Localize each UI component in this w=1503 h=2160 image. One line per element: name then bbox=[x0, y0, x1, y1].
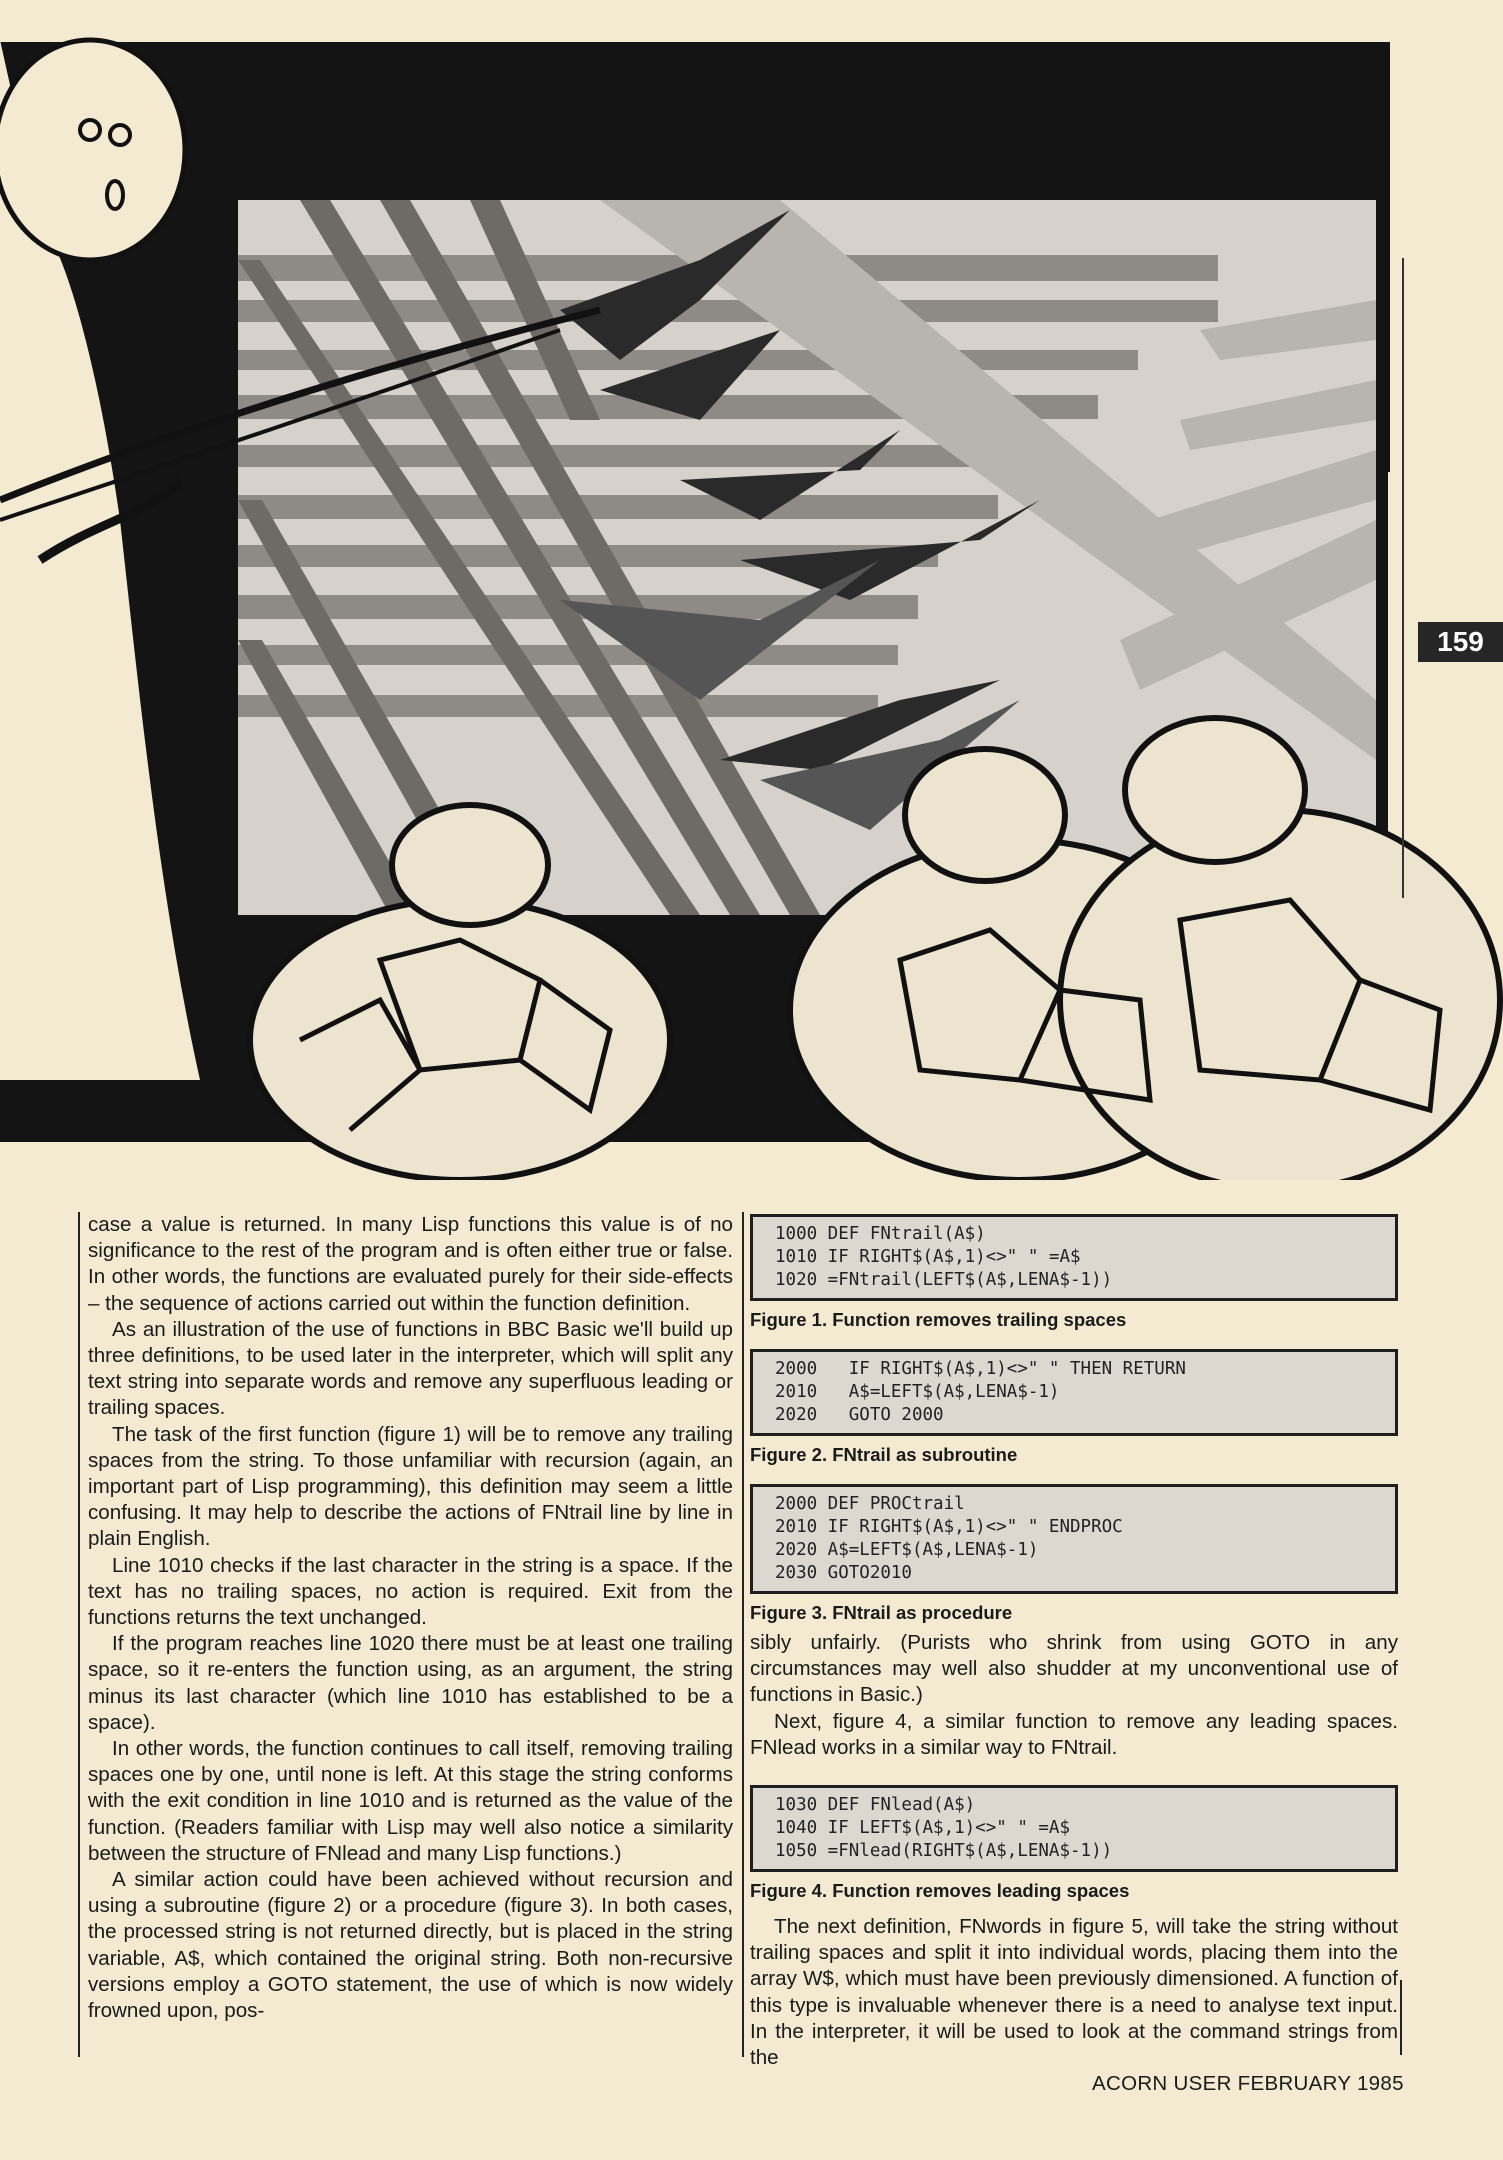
figure-3-caption: Figure 3. FNtrail as procedure bbox=[750, 1602, 1013, 1623]
figure-4-code: 1030 DEF FNlead(A$) 1040 IF LEFT$(A$,1)<>" " =A$ 1050 =FNlead(RIGHT$(A$,LENA$-1)) bbox=[750, 1785, 1398, 1872]
paragraph: Next, figure 4, a similar function to remove any leading spaces. FNlead works in a similar way to FNtrail. bbox=[750, 1709, 1398, 1759]
right-column-rule bbox=[1400, 1980, 1402, 2055]
figure-4-caption: Figure 4. Function removes leading spaces bbox=[750, 1880, 1130, 1902]
left-column-rule bbox=[78, 1212, 80, 2057]
paragraph: The next definition, FNwords in figure 5, will take the string without trailing spaces and split it into individual words, placing them into the array W$, which must have been previously dimensioned. A function of this type is invaluable whenever there is a need to analyse text input. In the interpreter, it will be used to look at the command strings from the bbox=[750, 1915, 1398, 2070]
paragraph: A similar action could have been achieved without recursion and using a subroutine (figure 2) or a procedure (figure 3). In both cases, the processed string is not returned directly, but is placed in the string variable, A$, which contained the original string. Both non-recursive versions employ a GOTO statement, the use of which is now widely frowned upon, pos- bbox=[88, 1868, 733, 2023]
paragraph: Line 1010 checks if the last character in the string is a space. If the text has no trailing spaces, no action is required. Exit from the functions returns the text unchanged. bbox=[88, 1553, 733, 1630]
side-rule bbox=[1402, 258, 1404, 898]
paragraph: In other words, the function continues to call itself, removing trailing spaces one by one, until none is left. At this stage the string conforms with the exit condition in line 1010 and is returned as the value of the function. (Readers familiar with Lisp may well also notice a similarity between the structure of FNlead and many Lisp functions.) bbox=[88, 1737, 733, 1865]
figure-2-code: 2000 IF RIGHT$(A$,1)<>" " THEN RETURN 2010 A$=LEFT$(A$,LENA$-1) 2020 GOTO 2000 bbox=[750, 1349, 1398, 1436]
paragraph: The task of the first function (figure 1) will be to remove any trailing spaces from the string. To those unfamiliar with recursion (again, an important part of Lisp programming), this definition may seem a little confusing. It may help to describe the actions of FNtrail line by line in plain English. bbox=[88, 1422, 733, 1551]
figure-2-caption: Figure 2. FNtrail as subroutine bbox=[750, 1444, 1018, 1465]
left-column bbox=[88, 1212, 733, 2024]
footer: ACORN USER FEBRUARY 1985 bbox=[1092, 2072, 1404, 2095]
right-column bbox=[750, 1214, 1398, 2071]
paragraph: As an illustration of the use of functions in BBC Basic we'll build up three definitions, to be used later in the interpreter, which will split any text string into separate words and remove any superfluous leading or trailing spaces. bbox=[88, 1317, 733, 1420]
paragraph: sibly unfairly. (Purists who shrink from using GOTO in any circumstances may well also shudder at my unconventional use of functions in Basic.) bbox=[750, 1631, 1398, 1707]
paragraph: case a value is returned. In many Lisp functions this value is of no significance to the rest of the program and is often either true or false. In other words, the functions are evaluated purely for their side-effects – the sequence of actions carried out within the function definition. bbox=[88, 1213, 733, 1315]
figure-3-code: 2000 DEF PROCtrail 2010 IF RIGHT$(A$,1)<>" " ENDPROC 2020 A$=LEFT$(A$,LENA$-1) 2030 GOTO2010 bbox=[750, 1484, 1398, 1594]
paragraph: If the program reaches line 1020 there must be at least one trailing space, so it re-enters the function using, as an argument, the string minus its last character (which line 1010 has established to be a space). bbox=[88, 1632, 733, 1734]
figure-1-code: 1000 DEF FNtrail(A$) 1010 IF RIGHT$(A$,1)<>" " =A$ 1020 =FNtrail(LEFT$(A$,LENA$-1)) bbox=[750, 1214, 1398, 1301]
center-column-rule bbox=[742, 1212, 744, 2057]
page-number: 159 bbox=[1418, 622, 1503, 662]
figure-1-caption: Figure 1. Function removes trailing spaces bbox=[750, 1309, 1127, 1330]
